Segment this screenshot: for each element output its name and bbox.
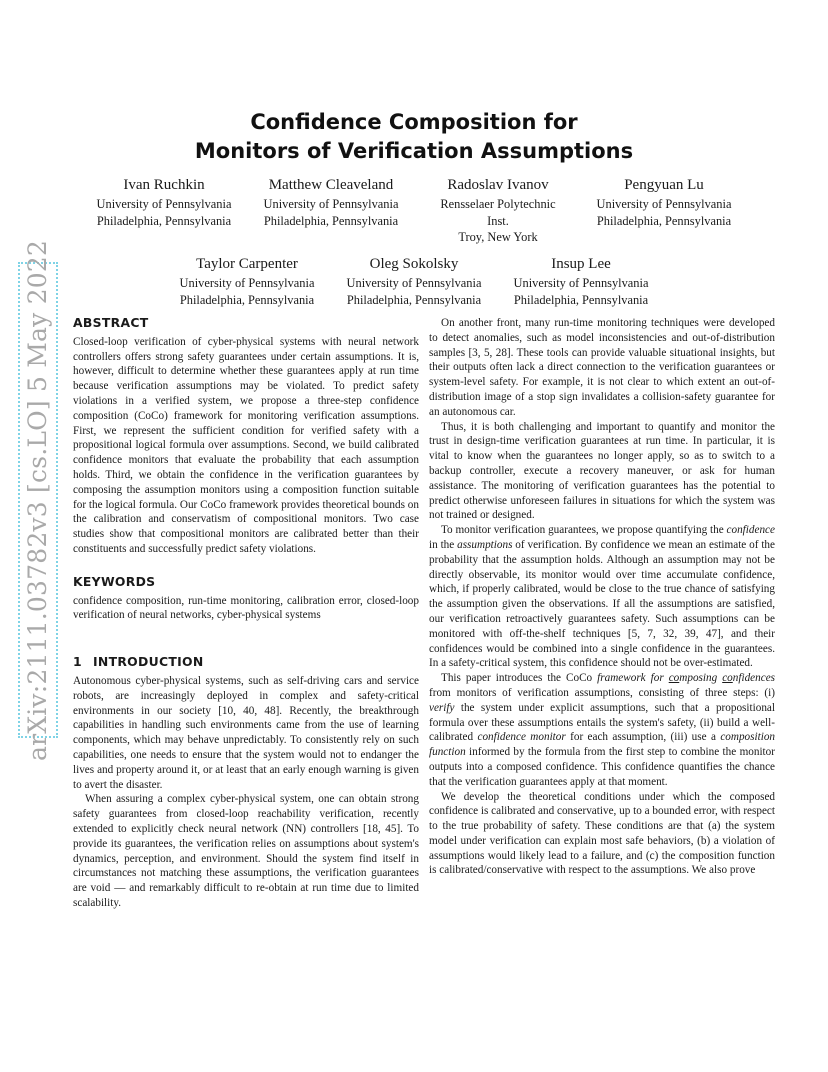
abstract-heading: ABSTRACT	[73, 315, 149, 330]
author-block	[583, 175, 745, 229]
keywords-heading: KEYWORDS	[73, 573, 156, 589]
text-run: informed by the formula from the first step to combine the monitor outputs into a composed confidence. This confidence quantifies the chance that the verification guarantees apply at that moment.	[429, 746, 775, 788]
abstract-text: Closed-loop verification of cyber-physical systems with neural network controllers offers strong safety guarantees under certain assumptions. It is, however, difficult to determine whether these guarantees apply at run time because verification assumptions may be violated. To predict safety violations in a verified system, we propose a three-step confidence composition (CoCo) framework for monitoring verification assumptions. First, we represent the sufficient condition for verified safety with a propositional logical formula over assumptions. Second, we build calibrated confidence monitors that evaluate the probability that each assumption holds. Third, we obtain the confidence in the verification guarantees by composing the assumption monitors using a composition function suitable for the logical formula. Our CoCo framework provides theoretical bounds on the calibration and conservatism of compositional monitors. Two case studies show that compositional monitors are calibrated better than their constituents and successfully predict safety violations.	[73, 335, 419, 555]
author-name: Oleg Sokolsky	[369, 256, 459, 272]
author-location: Philadelphia, Pennsylvania	[513, 292, 649, 307]
author-block	[500, 254, 662, 308]
paper-title-line-1: Confidence Composition for	[250, 110, 578, 134]
underlined-text: co	[668, 672, 680, 685]
text-run: mposing	[679, 672, 723, 685]
emphasis	[597, 672, 775, 684]
author-name: Matthew Cleaveland	[268, 177, 394, 193]
author-location: Philadelphia, Pennsylvania	[263, 213, 399, 228]
paragraph: Thus, it is both challenging and important to quantify and monitor the trust in design-time verification guarantees at run time. In particular, it is vital to know when the guarantees no longer apply, so as to switch to a backup controller, execute a recovery maneuver, or ask for human assistance. The monitoring of verification guarantees has the potential to predict otherwise unforeseen failures in situations for which the system was not trained or designed.	[429, 420, 775, 522]
emphasis: verify	[429, 701, 455, 714]
author-location: Troy, New York	[458, 230, 538, 244]
arxiv-identifier-stamp	[18, 239, 58, 761]
author-affiliation: University of Pennsylvania	[596, 197, 732, 211]
text-run: To monitor verification guarantees, we propose quantifying the	[441, 524, 727, 537]
author-block	[333, 254, 495, 308]
text-run: of verification. By confidence we mean an estimate of the probability that the assumption holds. Although an assumption may not be directly observable, its monitor would over time accumulate confidence, which, if properly calibrated, would be close to the true chance of satisfying the assumption given the observations. If all the assumptions are satisfied, our verification retroactively guarantees safety. Such assumptions can be monitored with off-the-shelf techniques [5, 7, 32, 39, 47], and their confidences would be combined into a single confidence in the guarantees. In a safety-critical system, this confidence should not be over-estimated.	[429, 538, 775, 670]
author-affiliation: Rensselaer Polytechnic	[440, 197, 556, 211]
author-location: Philadelphia, Pennsylvania	[346, 292, 482, 307]
text-run: in the	[429, 538, 458, 551]
author-affiliation: University of Pennsylvania	[346, 276, 482, 290]
author-affiliation: University of Pennsylvania	[263, 197, 399, 211]
paragraph: Autonomous cyber-physical systems, such as self-driving cars and service robots, are increasingly deployed in complex and safety-critical environments in our society [10, 40, 48]. Recently, the breakthrough capabilities in handling such environments came from the use of learning components, which may behave unpredictably. To consistently rely on such capabilities, one needs to ensure that the system would not to endanger the lives and property around it, or at least that an early enough warning is given to avert the disaster.	[73, 674, 419, 791]
paper-title-line-2: Monitors of Verification Assumptions	[194, 139, 634, 163]
author-block	[166, 254, 328, 308]
text-run: the system under explicit assumptions, such that a propositional formula over these assumptions entails the system's safety, (ii) build a well-calibrated	[429, 701, 775, 744]
paragraph: When assuring a complex cyber-physical system, one can obtain strong safety guarantees from closed-loop reachability verification, recently extended to explicitly check neural network (NN) controllers [18, 45]. To provide its guarantees, the verification relies on assumptions about system's dynamics, perception, and environment. Should the system find itself in circumstances not matching these assumptions, the verification guarantees are void — and remarkably difficult to re-obtain at run time due to limited scalability.	[73, 793, 419, 909]
section-title: INTRODUCTION	[93, 654, 204, 670]
paragraph: We develop the theoretical conditions under which the composed confidence is calibrated and conservative, up to a bounded error, with respect to the true probability of safety. These conditions are that (a) the system model under verification can explain most safe behaviors, (b) a violation of assumptions would likely lead to a failure, and (c) the composition function is calibrated/conservative with respect to the assumptions. We also prove	[429, 790, 775, 877]
emphasis: confidence monitor	[477, 731, 566, 744]
underlined-text: co	[722, 672, 733, 685]
author-name: Ivan Ruchkin	[123, 177, 205, 193]
paragraph	[429, 671, 775, 789]
arxiv-identifier-text: arXiv:2111.03782v3 [cs.LO] 5 May 2022	[23, 239, 53, 761]
author-block	[250, 175, 412, 229]
keywords-text: confidence composition, run-time monitoring, calibration error, closed-loop verification of neural networks, cyber-physical systems	[73, 594, 419, 622]
paragraph	[429, 523, 775, 671]
author-affiliation: University of Pennsylvania	[179, 276, 315, 290]
emphasis: composition function	[429, 731, 776, 759]
text-run: This paper introduces the CoCo	[441, 672, 598, 685]
right-column	[429, 316, 775, 878]
paragraph: On another front, many run-time monitoring techniques were developed to detect anomalies, such as model inconsistencies and out-of-distribution samples [3, 5, 28]. These tools can provide valuable situational insights, but their outputs often lack a direct connection to the verification guarantees or system-level safety. For example, it is not clear to which extent an out-of-distribution image of a stop sign invalidates a collision-safety guarantee for an autonomous car.	[429, 317, 775, 418]
author-location: Philadelphia, Pennsylvania	[179, 292, 315, 307]
author-affiliation-cont: Inst.	[487, 213, 509, 228]
author-name: Insup Lee	[551, 256, 611, 272]
text-run: nfidences	[732, 672, 776, 685]
section-number: 1	[73, 654, 82, 670]
author-location: Philadelphia, Pennsylvania	[96, 213, 232, 228]
author-block	[417, 175, 579, 246]
author-name: Radoslav Ivanov	[447, 177, 549, 193]
author-affiliation: University of Pennsylvania	[96, 197, 232, 211]
left-column	[73, 316, 419, 911]
author-name: Pengyuan Lu	[624, 177, 704, 193]
author-affiliation: University of Pennsylvania	[513, 276, 649, 290]
text-run: framework for	[597, 672, 669, 685]
author-name: Taylor Carpenter	[196, 256, 298, 272]
emphasis: confidence	[726, 524, 775, 537]
paper-title	[0, 108, 828, 166]
introduction-heading	[73, 655, 419, 670]
author-block	[83, 175, 245, 229]
author-location: Philadelphia, Pennsylvania	[596, 213, 732, 228]
text-run: for each assumption, (iii) use a	[565, 731, 721, 744]
emphasis: assumptions	[457, 538, 513, 551]
text-run: from monitors of verification assumptions, consisting of three steps: (i)	[429, 686, 775, 699]
